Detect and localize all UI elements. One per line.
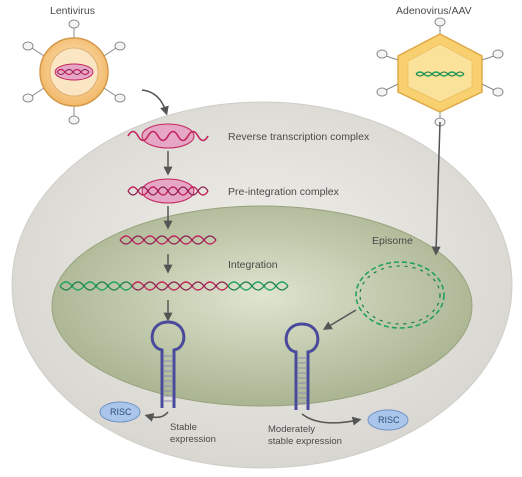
stable-label-line1: Stable	[170, 422, 197, 433]
rt-complex-label: Reverse transcription complex	[228, 131, 370, 143]
entry-arrow	[142, 90, 166, 112]
risc-left-label: RISC	[110, 407, 132, 417]
adenovirus-label: Adenovirus/AAV	[396, 5, 472, 17]
integration-label: Integration	[228, 259, 278, 271]
lentivirus-label: Lentivirus	[50, 5, 95, 17]
stable-label-line2: expression	[170, 434, 216, 445]
pic-label: Pre-integration complex	[228, 186, 339, 198]
moderate-label-line2: stable expression	[268, 436, 342, 447]
risc-right-label: RISC	[378, 415, 400, 425]
lentivirus-particle	[23, 20, 125, 124]
adenovirus-particle	[377, 18, 503, 126]
episome-label: Episome	[372, 235, 413, 247]
moderate-label-line1: Moderately	[268, 424, 315, 435]
